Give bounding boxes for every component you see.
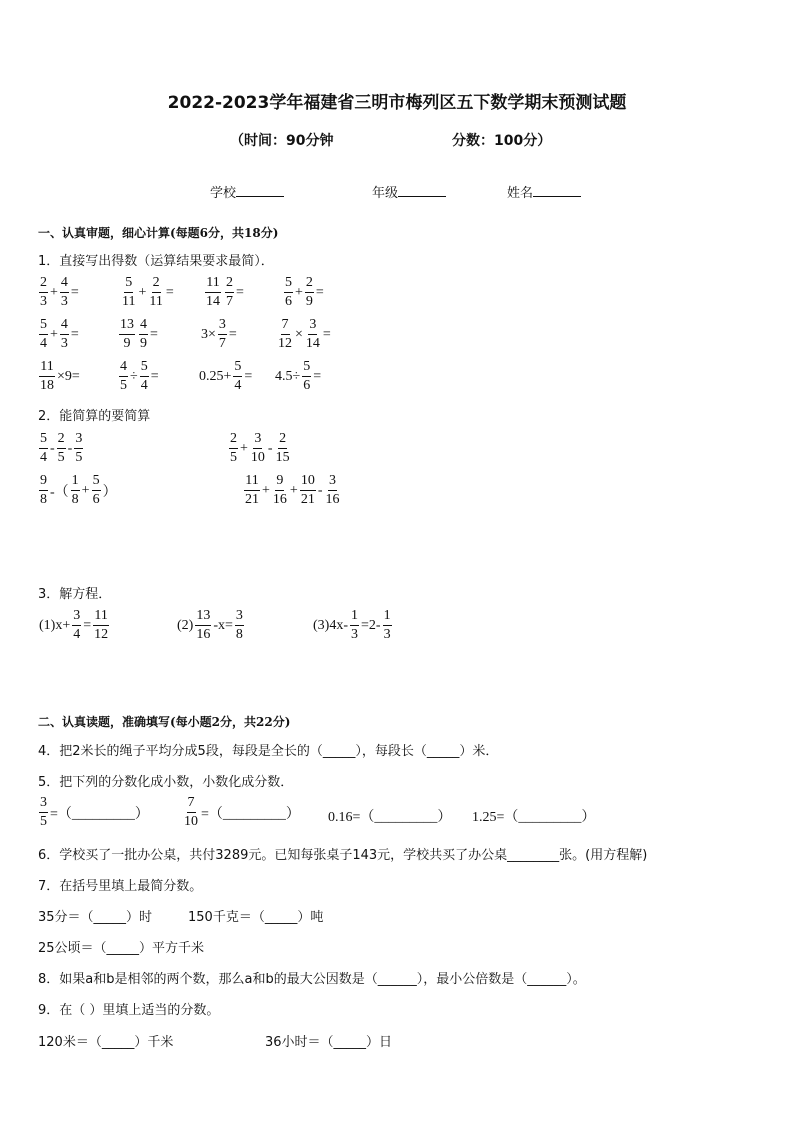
simplify-1: $\frac{5}{4}$ - $\frac{2}{5}$ - $\frac{3}{5}$ [40, 431, 83, 465]
calc-r2-d: $\frac{7}{12}$ × $\frac{3}{14}$ = [278, 317, 331, 351]
convert-b: $\frac{7}{10}$ =（_________） [184, 795, 300, 829]
calc-r3-c: 0.25+ $\frac{5}{4}$ = [199, 359, 253, 393]
question-3: 3．解方程． [38, 587, 112, 602]
calc-r1-d: $\frac{5}{6}$ + $\frac{2}{9}$ = [285, 275, 324, 309]
calc-r3-d: 4.5÷ $\frac{5}{6}$ = [275, 359, 322, 393]
school-label: 学校 [210, 186, 237, 201]
question-1: 1．直接写出得数（运算结果要求最简）． [38, 254, 274, 269]
grade-label: 年级 [372, 186, 399, 201]
question-8: 8．如果a和b是相邻的两个数，那么a和b的最大公因数是（______），最小公倍数是（______）。 [38, 972, 586, 987]
simplify-3: $\frac{9}{8}$ -（ $\frac{1}{8}$ + $\frac{5}{6}$ ） [40, 473, 117, 507]
name-field[interactable] [507, 182, 581, 201]
calc-r1-a: $\frac{2}{3}$ + $\frac{4}{3}$ = [40, 275, 79, 309]
question-2: 2．能简算的要简算 [38, 409, 151, 424]
simplify-4: $\frac{11}{21}$ + $\frac{9}{16}$ + $\frac{10}{21}$ - $\frac{3}{16}$ [245, 473, 340, 507]
q9-part-b: 36小时＝（_____）日 [265, 1035, 393, 1050]
calc-r1-c: $\frac{11}{14}$ $\frac{2}{7}$ = [206, 275, 244, 309]
question-5: 5．把下列的分数化成小数，小数化成分数． [38, 775, 294, 790]
calc-r2-b: $\frac{13}{9}$ $\frac{4}{9}$ = [120, 317, 158, 351]
question-9: 9．在（ ）里填上适当的分数。 [38, 1003, 220, 1018]
convert-d: 1.25=（_________） [472, 810, 596, 825]
calc-r1-b: $\frac{5}{11}$ + $\frac{2}{11}$ = [122, 275, 174, 309]
question-6: 6．学校买了一批办公桌，共付3289元。已知每张桌子143元，学校共买了办公桌________张。(用方程解) [38, 848, 648, 863]
name-blank[interactable] [533, 185, 581, 197]
calc-r2-a: $\frac{5}{4}$ + $\frac{4}{3}$ = [40, 317, 79, 351]
exam-score: 分数：100分） [452, 133, 552, 149]
page-title: 2022-2023学年福建省三明市梅列区五下数学期末预测试题 [167, 93, 627, 113]
q7-part-b: 150千克＝（_____）吨 [188, 910, 324, 925]
calc-r3-a: $\frac{11}{18}$ ×9= [40, 359, 80, 393]
exam-time: （时间：90分钟 [230, 133, 334, 149]
grade-field[interactable] [372, 182, 446, 201]
q7-part-c: 25公顷＝（_____）平方千米 [38, 941, 205, 956]
equation-1: (1)x+ $\frac{3}{4}$ = $\frac{11}{12}$ [39, 608, 109, 642]
q7-part-a: 35分＝（_____）时 [38, 910, 153, 925]
name-label: 姓名 [507, 186, 534, 201]
grade-blank[interactable] [398, 185, 446, 197]
question-7: 7．在括号里填上最简分数。 [38, 879, 203, 894]
convert-c: 0.16=（_________） [328, 810, 452, 825]
convert-a: $\frac{3}{5}$ =（_________） [40, 795, 149, 829]
q9-part-a: 120米＝（_____）千米 [38, 1035, 174, 1050]
equation-2: (2) $\frac{13}{16}$ -x= $\frac{3}{8}$ [177, 608, 243, 642]
school-blank[interactable] [236, 185, 284, 197]
question-4: 4．把2米长的绳子平均分成5段，每段是全长的（_____），每段长（_____）米． [38, 744, 499, 759]
calc-r2-c: 3× $\frac{3}{7}$ = [201, 317, 237, 351]
simplify-2: $\frac{2}{5}$ + $\frac{3}{10}$ - $\frac{2}{15}$ [230, 431, 290, 465]
section1-heading: 一、认真审题，细心计算(每题6分，共18分) [38, 226, 279, 240]
equation-3: (3)4x- $\frac{1}{3}$ =2- $\frac{1}{3}$ [313, 608, 391, 642]
calc-r3-b: $\frac{4}{5}$ ÷ $\frac{5}{4}$ = [120, 359, 159, 393]
section2-heading: 二、认真读题，准确填写(每小题2分，共22分) [38, 715, 291, 729]
school-field[interactable] [210, 182, 284, 201]
